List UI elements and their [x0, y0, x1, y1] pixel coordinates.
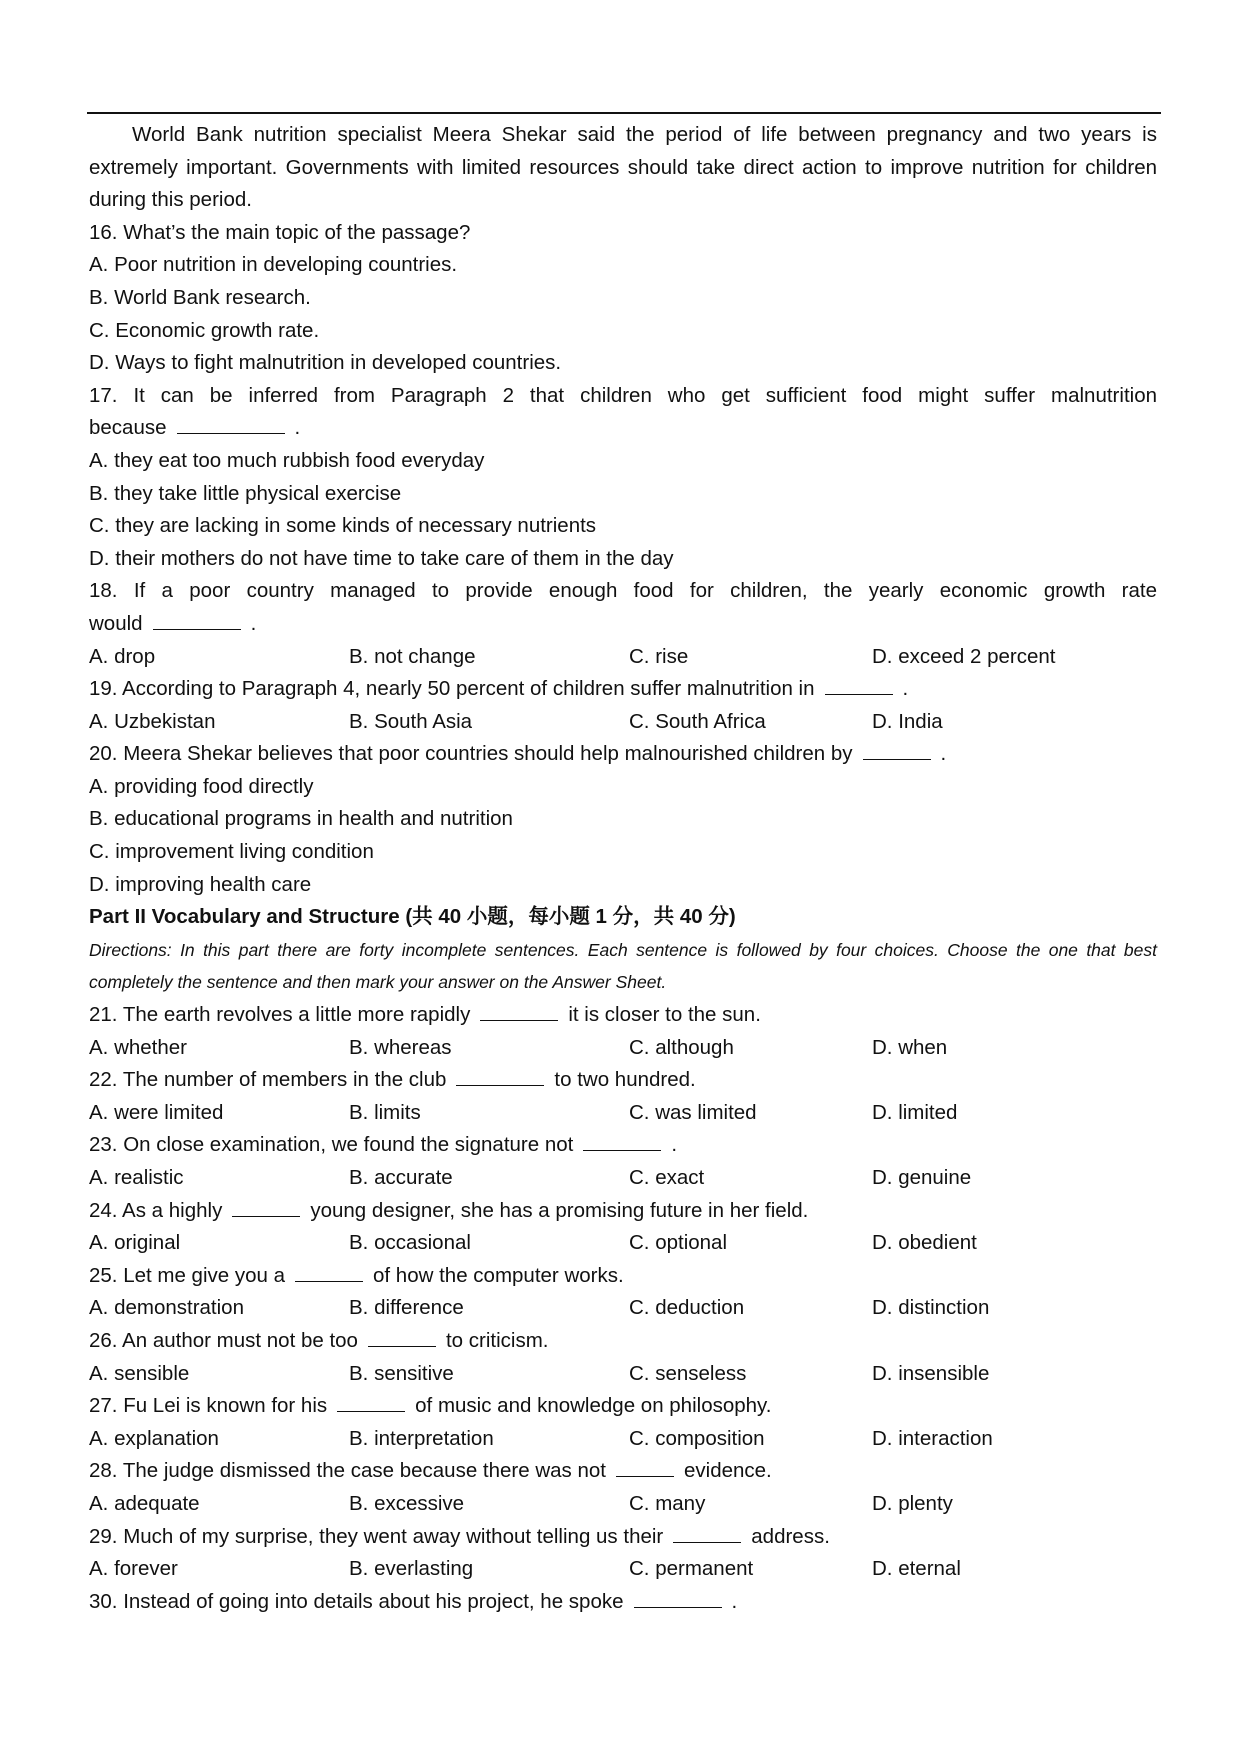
question-22-option-d: D. limited [872, 1100, 958, 1124]
question-22-option-b: B. limits [349, 1100, 421, 1124]
answer-blank [232, 1195, 300, 1217]
question-27-option-b: B. interpretation [349, 1426, 494, 1450]
question-24-before: 24. As a highly [89, 1198, 223, 1222]
question-26-options [89, 1358, 1157, 1391]
question-23-before: 23. On close examination, we found the signature not [89, 1133, 574, 1157]
question-17-option-a: A. they eat too much rubbish food everyday [89, 448, 485, 472]
question-18-option-a: A. drop [89, 644, 156, 668]
answer-blank [583, 1129, 661, 1151]
question-17-stem-end: . [294, 416, 301, 440]
question-17-stem-text: because [89, 416, 167, 440]
question-29-option-d: D. eternal [872, 1557, 961, 1581]
question-30-stem [89, 1586, 1157, 1619]
question-21-option-c: C. although [629, 1035, 734, 1059]
question-27-before: 27. Fu Lei is known for his [89, 1394, 328, 1418]
part-2-directions: Directions: In this part there are forty incomplete sentences. Each sentence is followed by four choices. Choose the one that best completely the sentence and then mark your answer on the Answer Sheet. [89, 939, 1157, 993]
question-17-stem-line1: 17. It can be inferred from Paragraph 2 that children who get sufficient food might suffer malnutrition [89, 383, 1157, 407]
question-16-stem: 16. What’s the main topic of the passage? [89, 220, 471, 244]
question-23-option-c: C. exact [629, 1166, 705, 1189]
answer-blank [673, 1521, 741, 1543]
question-19-options [89, 706, 1157, 739]
question-30-before: 30. Instead of going into details about his project, he spoke [89, 1589, 624, 1613]
question-30-after: . [731, 1589, 738, 1613]
question-28-after: evidence. [684, 1459, 772, 1483]
question-21-stem [89, 999, 1157, 1032]
question-27-stem [89, 1390, 1157, 1423]
question-27-option-a: A. explanation [89, 1426, 219, 1450]
question-19-option-c: C. South Africa [629, 709, 766, 733]
passage-paragraph: World Bank nutrition specialist Meera Shekar said the period of life between pregnancy and two years is extremely important. Governments with limited resources should take direct action to improve nutrition for children during this period. [89, 123, 1157, 212]
question-23-option-d: D. genuine [872, 1166, 972, 1189]
question-28-options [89, 1488, 1157, 1521]
question-23-option-b: B. accurate [349, 1166, 453, 1189]
question-25-stem [89, 1260, 1157, 1293]
question-18-stem-end: . [250, 611, 257, 635]
question-29-before: 29. Much of my surprise, they went away without telling us their [89, 1524, 664, 1548]
question-20-stem-text: 20. Meera Shekar believes that poor countries should help malnourished children by [89, 742, 853, 766]
question-24-option-d: D. obedient [872, 1231, 977, 1255]
question-29-after: address. [751, 1524, 830, 1548]
question-25-options [89, 1292, 1157, 1325]
question-20-option-b: B. educational programs in health and nutrition [89, 807, 513, 831]
answer-blank [368, 1325, 436, 1347]
question-22-option-c: C. was limited [629, 1100, 757, 1124]
question-29-option-c: C. permanent [629, 1557, 754, 1581]
question-22-options [89, 1097, 1157, 1130]
question-22-after: to two hundred. [554, 1068, 696, 1092]
question-18-stem-line2 [89, 608, 1157, 641]
question-26-after: to criticism. [445, 1328, 549, 1352]
question-26-stem [89, 1325, 1157, 1358]
question-16-option-a: A. Poor nutrition in developing countries. [89, 253, 458, 277]
question-18-stem-line1: 18. If a poor country managed to provide enough food for children, the yearly economic growth rate [89, 579, 1157, 603]
question-24-option-c: C. optional [629, 1231, 728, 1255]
question-22-option-a: A. were limited [89, 1100, 224, 1124]
question-23-option-a: A. realistic [89, 1166, 184, 1189]
question-21-option-b: B. whereas [349, 1035, 452, 1059]
question-28-before: 28. The judge dismissed the case because there was not [89, 1459, 606, 1483]
question-24-stem [89, 1195, 1157, 1228]
answer-blank [480, 999, 558, 1021]
question-28-stem [89, 1455, 1157, 1488]
question-18-stem-text: would [89, 611, 143, 635]
question-19-stem-end: . [902, 677, 909, 701]
question-26-option-d: D. insensible [872, 1361, 990, 1385]
question-16-option-d: D. Ways to fight malnutrition in developed countries. [89, 351, 562, 375]
header-rule [87, 112, 1161, 114]
question-18-option-d: D. exceed 2 percent [872, 644, 1056, 668]
question-19-stem-text: 19. According to Paragraph 4, nearly 50 percent of children suffer malnutrition in [89, 677, 815, 701]
answer-blank [295, 1260, 363, 1282]
answer-blank [634, 1586, 722, 1608]
question-20-option-d: D. improving health care [89, 872, 312, 896]
question-24-option-a: A. original [89, 1231, 181, 1255]
question-20-stem [89, 738, 1157, 771]
question-21-before: 21. The earth revolves a little more rapidly [89, 1003, 471, 1027]
question-20-option-c: C. improvement living condition [89, 840, 374, 864]
question-25-option-a: A. demonstration [89, 1296, 244, 1320]
question-16-option-c: C. Economic growth rate. [89, 318, 320, 342]
question-22-stem [89, 1064, 1157, 1097]
question-23-options [89, 1162, 1157, 1195]
question-17-option-b: B. they take little physical exercise [89, 481, 402, 505]
question-25-after: of how the computer works. [373, 1263, 624, 1287]
question-17-option-c: C. they are lacking in some kinds of necessary nutrients [89, 514, 597, 538]
question-25-before: 25. Let me give you a [89, 1263, 286, 1287]
answer-blank [616, 1455, 674, 1477]
question-28-option-b: B. excessive [349, 1491, 465, 1515]
answer-blank [863, 738, 931, 760]
question-21-after: it is closer to the sun. [568, 1003, 761, 1027]
question-28-option-d: D. plenty [872, 1491, 953, 1515]
question-17-stem-line2 [89, 412, 1157, 445]
question-25-option-d: D. distinction [872, 1296, 990, 1320]
answer-blank [337, 1390, 405, 1412]
question-21-option-a: A. whether [89, 1035, 187, 1059]
question-26-before: 26. An author must not be too [89, 1328, 358, 1352]
question-26-option-c: C. senseless [629, 1361, 747, 1385]
answer-blank [825, 673, 893, 695]
question-24-after: young designer, she has a promising future in her field. [310, 1198, 809, 1222]
question-23-after: . [671, 1133, 678, 1157]
question-24-option-b: B. occasional [349, 1231, 471, 1255]
answer-blank [456, 1064, 544, 1086]
question-17-option-d: D. their mothers do not have time to take care of them in the day [89, 546, 674, 570]
question-24-options [89, 1227, 1157, 1260]
question-20-option-a: A. providing food directly [89, 774, 314, 798]
question-18-option-b: B. not change [349, 644, 476, 668]
question-25-option-b: B. difference [349, 1296, 464, 1320]
question-21-options [89, 1032, 1157, 1065]
question-26-option-a: A. sensible [89, 1361, 190, 1385]
question-21-option-d: D. when [872, 1035, 948, 1059]
question-29-stem [89, 1521, 1157, 1554]
question-28-option-a: A. adequate [89, 1491, 200, 1515]
part-2-title: Part II Vocabulary and Structure (共 40 小题，每小题 1 分，共 40 分) [89, 905, 736, 929]
question-23-stem [89, 1129, 1157, 1162]
question-29-option-b: B. everlasting [349, 1557, 474, 1581]
question-25-option-c: C. deduction [629, 1296, 745, 1320]
question-19-option-d: D. India [872, 709, 943, 733]
answer-blank [153, 608, 241, 630]
exam-page-content [89, 119, 1157, 1618]
question-27-options [89, 1423, 1157, 1456]
question-27-option-c: C. composition [629, 1426, 765, 1450]
question-20-stem-end: . [940, 742, 947, 766]
question-16-option-b: B. World Bank research. [89, 285, 311, 309]
question-18-options [89, 641, 1157, 674]
question-19-option-b: B. South Asia [349, 709, 473, 733]
question-18-option-c: C. rise [629, 644, 689, 668]
question-19-option-a: A. Uzbekistan [89, 709, 216, 733]
answer-blank [177, 412, 285, 434]
question-29-options [89, 1553, 1157, 1586]
question-27-after: of music and knowledge on philosophy. [415, 1394, 772, 1418]
question-27-option-d: D. interaction [872, 1426, 993, 1450]
question-19-stem [89, 673, 1157, 706]
question-26-option-b: B. sensitive [349, 1361, 454, 1385]
question-29-option-a: A. forever [89, 1557, 178, 1581]
question-22-before: 22. The number of members in the club [89, 1068, 447, 1092]
question-28-option-c: C. many [629, 1491, 706, 1515]
